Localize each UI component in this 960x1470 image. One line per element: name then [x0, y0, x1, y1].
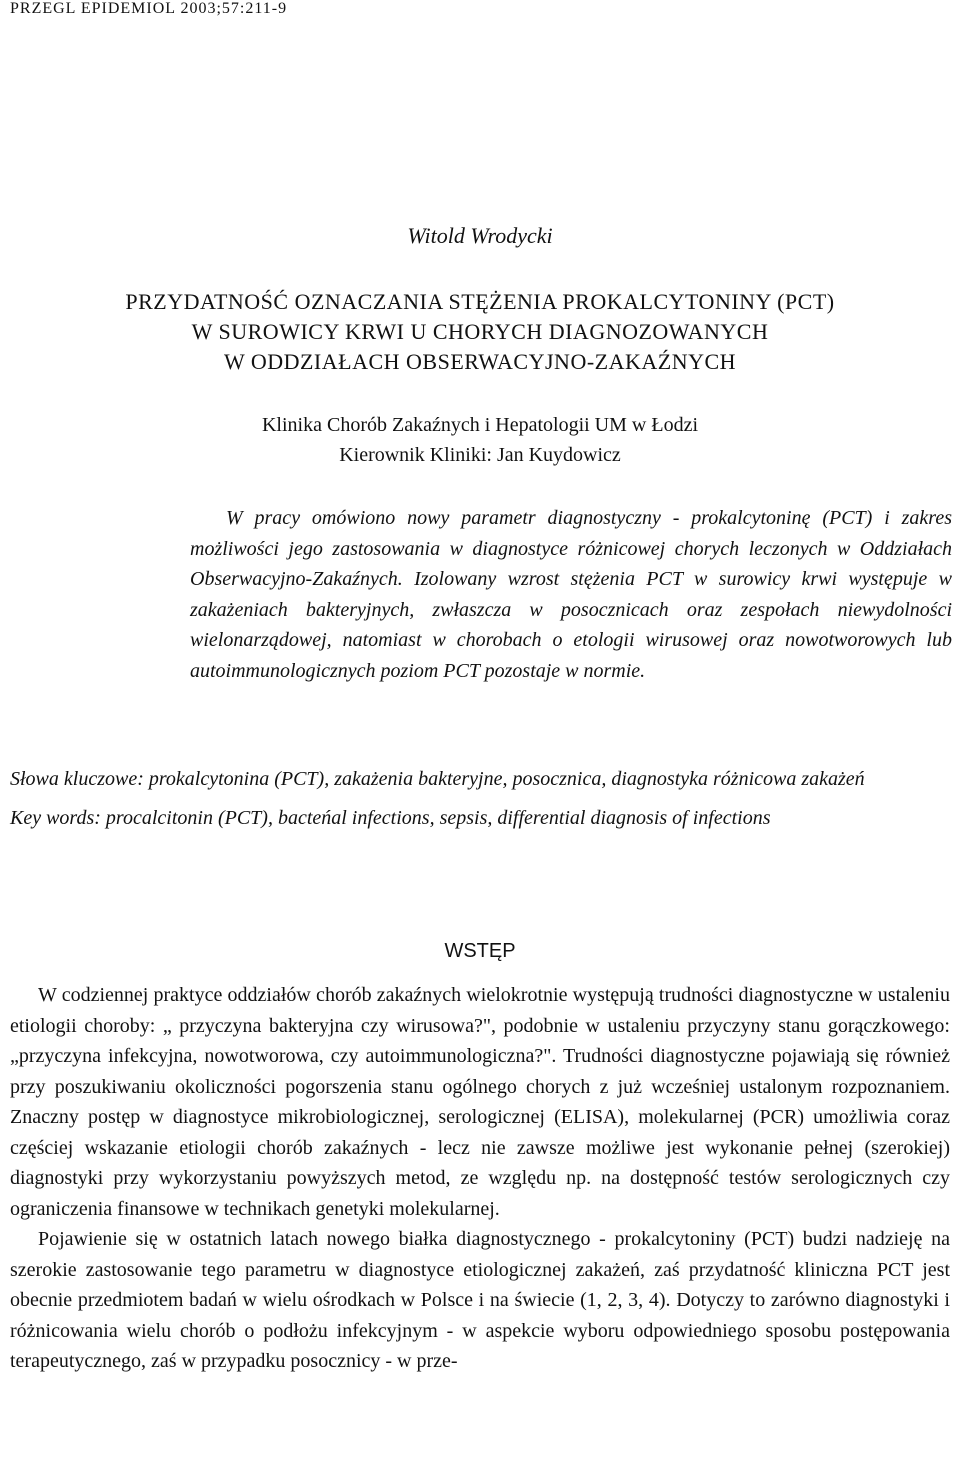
affiliation: Klinika Chorób Zakaźnych i Hepatologii UM w Łodzi: [261, 414, 698, 436]
keywords-english: Key words: procalcitonin (PCT), bacteńal infections, sepsis, differential diagnosis of infections: [10, 807, 771, 829]
body-paragraph-1: W codziennej praktyce oddziałów chorób zakaźnych wielokrotnie występują trudności diagnostyczne w ustaleniu etiologii choroby: „ przyczyna bakteryjna czy wirusowa?", podobnie w ustaleniu przyczyny stanu gorączkowego: „przyczyna infekcyjna, nowotworowa, czy autoimmunologiczna?". Trudności diagnostyczne pojawiają się również przy poszukiwaniu okoliczności pogorszenia stanu ogólnego chorych z już wcześniej ustalonym rozpoznaniem. Znaczny postęp w diagnostyce mikrobiologicznej, serologicznej (ELISA), molekularnej (PCR) umożliwia coraz częściej wskazanie etiologii chorób zakaźnych - lecz nie zawsze możliwe jest wykonanie pełnej (szerokiej) diagnostyki przy wykorzystaniu powyższych metod, ze względu np. na dostępność testów serologicznych czy ograniczenia finansowe w technikach genetyki molekularnej.: [10, 984, 950, 1220]
title-line-1: PRZYDATNOŚĆ OZNACZANIA STĘŻENIA PROKALCYTONINY (PCT): [125, 289, 835, 314]
article-title: [0, 287, 960, 377]
keywords-polish: Słowa kluczowe: prokalcytonina (PCT), zakażenia bakteryjne, posocznica, diagnostyka różnicowa zakażeń: [10, 768, 865, 790]
body-paragraph-2: Pojawienie się w ostatnich latach nowego białka diagnostycznego - prokalcytoniny (PCT) budzi nadzieję na szerokie zastosowanie tego parametru w diagnostyce etiologicznej zakażeń, zaś przydatność kliniczna PCT jest obecnie przedmiotem badań w wielu ośrodkach w Polsce i na świecie (1, 2, 3, 4). Dotyczy to zarówno diagnostyki i różnicowania wielu chorób o podłożu infekcyjnym - w aspekcie wyboru odpowiedniego sposobu postępowania terapeutycznego, zaś w przypadku posocznicy - w prze-: [10, 1228, 950, 1372]
title-line-3: W ODDZIAŁACH OBSERWACYJNO-ZAKAŹNYCH: [223, 349, 737, 374]
title-line-2: W SUROWICY KRWI U CHORYCH DIAGNOZOWANYCH: [191, 319, 769, 344]
head-of-clinic: Kierownik Kliniki: Jan Kuydowicz: [339, 444, 621, 466]
running-head: PRZEGL EPIDEMIOL 2003;57:211-9: [10, 0, 288, 17]
body-text: [10, 980, 950, 1377]
keywords-block: [10, 764, 955, 842]
author-name: Witold Wrodycki: [407, 223, 553, 248]
affiliation-block: [0, 410, 960, 470]
abstract-text: W pracy omówiono nowy parametr diagnostyczny - prokalcytoninę (PCT) i zakres możliwości jego zastosowania w diagnostyce różnicowej chorych leczonych w Oddziałach Obserwacyjno-Zakaźnych. Izolowany wzrost stężenia PCT w surowicy krwi występuje w zakażeniach bakteryjnych, zwłaszcza w posocznicach oraz zespołach niewydolności wielonarządowej, natomiast w chorobach o etologii wirusowej oraz nowotworowych lub autoimmunologicznych poziom PCT pozostaje w normie.: [190, 507, 952, 682]
section-heading: WSTĘP: [444, 940, 516, 962]
abstract: [190, 503, 952, 686]
